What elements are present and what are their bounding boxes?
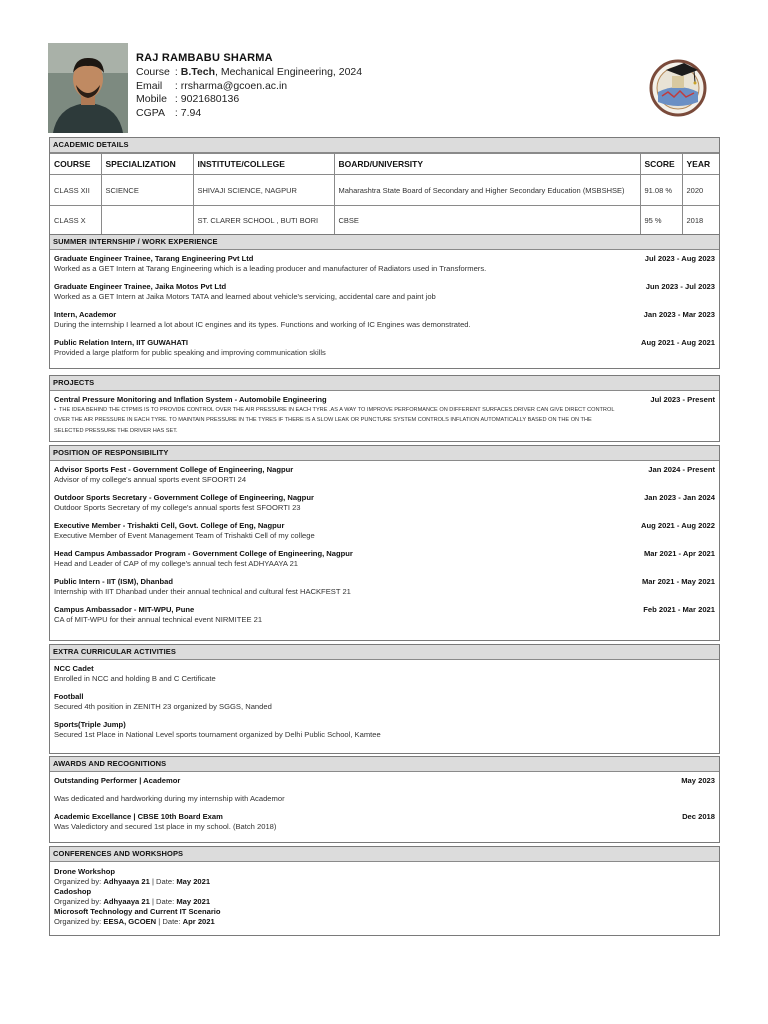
column-header: BOARD/UNIVERSITY — [334, 154, 640, 175]
academic-table — [50, 153, 719, 235]
entry-title: Football — [54, 692, 84, 701]
entry-description: Secured 4th position in ZENITH 23 organized by SGGS, Nanded — [54, 702, 272, 711]
table-cell: 2020 — [682, 175, 719, 206]
mobile-row: Mobile : 9021680136 — [136, 93, 240, 105]
entry-date: Aug 2021 - Aug 2021 — [641, 338, 715, 347]
entry-organizer: Organized by: Adhyaaya 21 | Date: May 2021 — [54, 877, 211, 886]
entry-description: Internship with IIT Dhanbad under their annual technical and cultural fest HACKFEST 21 — [54, 587, 351, 596]
bullet-icon: • — [54, 407, 56, 413]
entry-date: Jan 2023 - Mar 2023 — [643, 310, 715, 319]
table-cell: CLASS XII — [50, 175, 101, 206]
academic-section — [49, 137, 720, 236]
entry-date: Jul 2023 - Aug 2023 — [644, 254, 715, 263]
email-label: Email — [136, 79, 163, 92]
entry-description: Secured 1st Place in National Level sports tournament organized by Delhi Public School, Kamtee — [54, 730, 381, 739]
list-item — [50, 812, 719, 832]
entry-title: Public Intern - IIT (ISM), Dhanbad — [54, 577, 173, 586]
table-cell: 2018 — [682, 206, 719, 235]
entry-date: Aug 2021 - Aug 2022 — [641, 521, 715, 530]
entry-title: Drone Workshop — [54, 867, 116, 876]
entry-date: Jan 2024 - Present — [648, 465, 715, 474]
entry-title: Graduate Engineer Trainee, Tarang Engineering Pvt Ltd — [54, 254, 254, 263]
candidate-name: RAJ RAMBABU SHARMA — [136, 52, 273, 64]
entry-title: Microsoft Technology and Current IT Scenario — [54, 907, 221, 916]
entry-description: Advisor of my college's annual sports event SFOORTI 24 — [54, 475, 247, 484]
course-detail: , Mechanical Engineering, 2024 — [215, 66, 363, 78]
course-degree: B.Tech — [180, 66, 215, 78]
column-header: COURSE — [50, 154, 101, 175]
entry-description: Provided a large platform for public speaking and improving communication skills — [54, 348, 326, 357]
list-item — [50, 577, 719, 597]
entry-description: CA of MIT-WPU for their annual technical event NIRMITEE 21 — [54, 615, 263, 624]
list-item — [50, 282, 719, 302]
entry-date: Jun 2023 - Jul 2023 — [645, 282, 715, 291]
table-cell: SHIVAJI SCIENCE, NAGPUR — [193, 175, 334, 206]
cgpa-value: 7.94 — [180, 106, 202, 119]
section-title: EXTRA CURRICULAR ACTIVITIES — [50, 645, 719, 660]
profile-photo — [48, 43, 128, 133]
email-row: Email : rrsharma@gcoen.ac.in — [136, 79, 288, 92]
entry-title: Cadoshop — [54, 887, 92, 896]
entry-title: Outstanding Performer | Academor — [54, 776, 181, 785]
entry-date: Dec 2018 — [682, 812, 715, 821]
cgpa-row: CGPA : 7.94 — [136, 106, 202, 119]
list-item — [50, 605, 719, 625]
table-row — [50, 175, 719, 206]
section-title: SUMMER INTERNSHIP / WORK EXPERIENCE — [50, 235, 719, 250]
table-cell: Maharashtra State Board of Secondary and Higher Secondary Education (MSBSHSE) — [334, 175, 640, 206]
email-value[interactable]: rrsharma@gcoen.ac.in — [180, 79, 288, 92]
table-row — [50, 206, 719, 235]
table-cell: 95 % — [640, 206, 682, 235]
header-info — [136, 52, 556, 120]
section-title: CONFERENCES AND WORKSHOPS — [50, 847, 719, 862]
entry-description: Head and Leader of CAP of my college's annual tech fest ADHYAAYA 21 — [54, 559, 299, 568]
list-item — [50, 887, 719, 907]
entry-title: NCC Cadet — [54, 664, 94, 673]
entry-title: Sports(Triple Jump) — [54, 720, 126, 729]
table-cell: CBSE — [334, 206, 640, 235]
projects-section — [49, 375, 720, 442]
mobile-value: 9021680136 — [180, 93, 240, 105]
list-item — [50, 549, 719, 569]
extra-curricular-section — [49, 644, 720, 754]
entry-description: Was dedicated and hardworking during my internship with Academor — [54, 794, 285, 803]
entry-description: Was Valedictory and secured 1st place in my school. (Batch 2018) — [54, 822, 277, 831]
section-title: PROJECTS — [50, 376, 719, 391]
entry-title: Intern, Academor — [54, 310, 117, 319]
project-line: SELECTED PRESSURE THE DRIVER HAS SET. — [54, 427, 178, 434]
list-item — [50, 254, 719, 274]
entry-title: Campus Ambassador - MIT-WPU, Pune — [54, 605, 195, 614]
project-line: • THE IDEA BEHIND THE CTPMIS IS TO PROVIDE CONTROL OVER THE AIR PRESSURE IN EACH TYRE .AS A WAY TO IMPROVE PERFORMANCE ON DIFFERENT SURFACES.DRIVER CAN GIVE DIRECT CONTROL — [54, 405, 719, 415]
list-item — [50, 720, 719, 740]
entry-description: Worked as a GET Intern at Tarang Engineering which is a leading producer and manufacturer of Radiators used in Transformers. — [54, 264, 487, 273]
entry-date: Jan 2023 - Jan 2024 — [644, 493, 715, 502]
responsibility-section — [49, 445, 720, 641]
entry-date: Feb 2021 - Mar 2021 — [643, 605, 715, 614]
list-item — [50, 692, 719, 712]
column-header: SPECIALIZATION — [101, 154, 193, 175]
list-item — [50, 664, 719, 684]
list-item — [50, 521, 719, 541]
entry-title: Head Campus Ambassador Program - Government College of Engineering, Nagpur — [54, 549, 353, 558]
table-header-row — [50, 154, 719, 175]
cgpa-label: CGPA — [136, 106, 165, 119]
column-header: SCORE — [640, 154, 682, 175]
entry-title: Graduate Engineer Trainee, Jaika Motos Pvt Ltd — [54, 282, 227, 291]
entry-description: Enrolled in NCC and holding B and C Certificate — [54, 674, 216, 683]
table-cell: 91.08 % — [640, 175, 682, 206]
list-item — [50, 310, 719, 330]
list-item — [50, 338, 719, 358]
column-header: INSTITUTE/COLLEGE — [193, 154, 334, 175]
entry-date: Mar 2021 - May 2021 — [641, 577, 715, 586]
table-cell: SCIENCE — [101, 175, 193, 206]
project-line: OVER THE AIR PRESSURE IN EACH TYRE. TO MAINTAIN PRESSURE IN THE TYRES IF THERE IS A SLOW LEAK OR PUNCTURE SYSTEM CONTROLS INFLATION AUTOMATICALLY BASED ON THE ON THE — [54, 417, 592, 424]
course-label: Course — [136, 66, 170, 78]
entry-description: During the internship I learned a lot about IC engines and its types. Functions and working of IC Engines was demonstrated. — [54, 320, 471, 329]
list-item — [50, 776, 719, 804]
entry-description: Outdoor Sports Secretary of my college's annual sports fest SFOORTI 23 — [54, 503, 301, 512]
course-row: Course : B.Tech, Mechanical Engineering, 2024 — [136, 66, 363, 78]
list-item — [50, 867, 719, 887]
entry-title: Advisor Sports Fest - Government College of Engineering, Nagpur — [54, 465, 294, 474]
section-title: ACADEMIC DETAILS — [50, 138, 719, 153]
internship-section — [49, 234, 720, 369]
mobile-label: Mobile — [136, 93, 167, 105]
entry-description: Executive Member of Event Management Team of Trishakti Cell of my college — [54, 531, 315, 540]
awards-section — [49, 756, 720, 843]
conferences-section — [49, 846, 720, 936]
list-item — [50, 395, 719, 405]
entry-organizer: Organized by: Adhyaaya 21 | Date: May 2021 — [54, 897, 211, 906]
entry-description: Worked as a GET Intern at Jaika Motors TATA and learned about vehicle's servicing, accidental care and paint job — [54, 292, 436, 301]
entry-date: Mar 2021 - Apr 2021 — [643, 549, 715, 558]
entry-date: May 2023 — [681, 776, 715, 785]
column-header: YEAR — [682, 154, 719, 175]
list-item — [50, 907, 719, 927]
entry-title: Academic Excellance | CBSE 10th Board Exam — [54, 812, 223, 821]
list-item — [50, 465, 719, 485]
entry-date: Jul 2023 - Present — [650, 395, 715, 404]
entry-title: Outdoor Sports Secretary - Government College of Engineering, Nagpur — [54, 493, 314, 502]
entry-title: Executive Member - Trishakti Cell, Govt. College of Eng, Nagpur — [54, 521, 285, 530]
section-title: AWARDS AND RECOGNITIONS — [50, 757, 719, 772]
college-logo — [642, 52, 714, 120]
section-title: POSITION OF RESPONSIBILITY — [50, 446, 719, 461]
entry-title: Central Pressure Monitoring and Inflation System - Automobile Engineering — [54, 395, 327, 404]
table-cell: CLASS X — [50, 206, 101, 235]
project-description — [50, 405, 719, 436]
entry-title: Public Relation Intern, IIT GUWAHATI — [54, 338, 189, 347]
entry-organizer: Organized by: EESA, GCOEN | Date: Apr 2021 — [54, 917, 215, 926]
table-cell — [101, 206, 193, 235]
list-item — [50, 493, 719, 513]
table-cell: ST. CLARER SCHOOL , BUTI BORI — [193, 206, 334, 235]
